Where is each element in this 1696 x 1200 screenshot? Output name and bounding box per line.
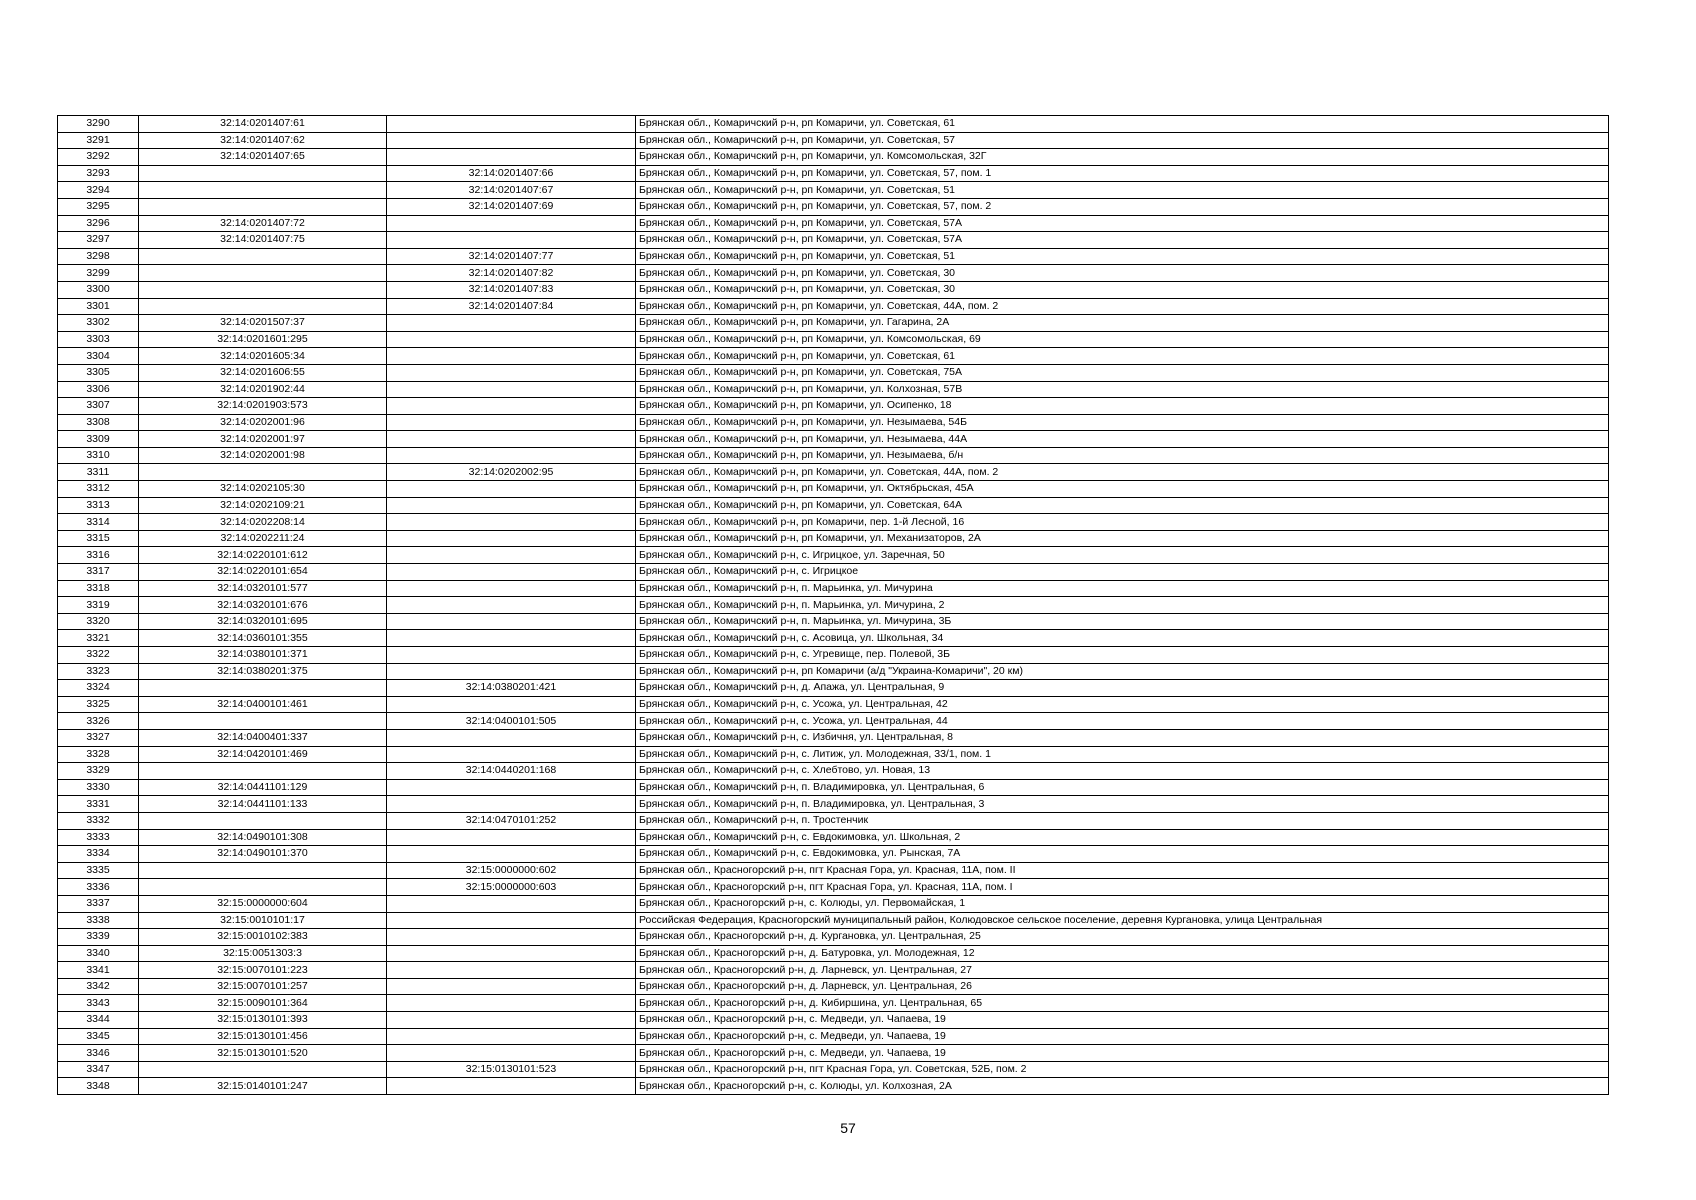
address-cell: Брянская обл., Комаричский р-н, с. Угревище, пер. Полевой, 3Б — [636, 647, 1609, 664]
cadastral-number-b-cell: 32:14:0201407:77 — [387, 248, 636, 265]
row-number-cell: 3296 — [58, 215, 139, 232]
table-row — [58, 912, 1609, 929]
cadastral-number-b-cell: 32:14:0201407:82 — [387, 265, 636, 282]
cadastral-number-a-cell: 32:14:0202001:97 — [139, 431, 387, 448]
table-row — [58, 779, 1609, 796]
cadastral-number-b-cell — [387, 348, 636, 365]
address-cell: Брянская обл., Комаричский р-н, рп Комаричи, ул. Комсомольская, 32Г — [636, 149, 1609, 166]
row-number-cell: 3301 — [58, 298, 139, 315]
row-number-cell: 3316 — [58, 547, 139, 564]
cadastral-number-a-cell — [139, 165, 387, 182]
table-row — [58, 116, 1609, 133]
page-number: 57 — [840, 1120, 856, 1136]
table-row — [58, 331, 1609, 348]
cadastral-number-a-cell: 32:14:0201407:65 — [139, 149, 387, 166]
cadastral-number-b-cell — [387, 1078, 636, 1095]
cadastral-number-a-cell — [139, 1061, 387, 1078]
table-row — [58, 248, 1609, 265]
cadastral-number-a-cell: 32:15:0130101:456 — [139, 1028, 387, 1045]
row-number-cell: 3297 — [58, 232, 139, 249]
cadastral-number-b-cell — [387, 497, 636, 514]
cadastral-number-b-cell — [387, 846, 636, 863]
table-row — [58, 862, 1609, 879]
cadastral-number-b-cell — [387, 597, 636, 614]
table-row — [58, 945, 1609, 962]
address-cell: Брянская обл., Комаричский р-н, рп Комаричи, ул. Незымаева, 44А — [636, 431, 1609, 448]
row-number-cell: 3292 — [58, 149, 139, 166]
table-row — [58, 481, 1609, 498]
table-row — [58, 298, 1609, 315]
cadastral-number-a-cell: 32:14:0202211:24 — [139, 530, 387, 547]
cadastral-number-b-cell: 32:14:0440201:168 — [387, 763, 636, 780]
cadastral-number-a-cell: 32:14:0201407:72 — [139, 215, 387, 232]
cadastral-number-b-cell — [387, 779, 636, 796]
cadastral-number-a-cell: 32:14:0360101:355 — [139, 630, 387, 647]
cadastral-number-a-cell: 32:14:0320101:577 — [139, 580, 387, 597]
cadastral-number-a-cell: 32:14:0201507:37 — [139, 315, 387, 332]
table-row — [58, 348, 1609, 365]
cadastral-number-b-cell: 32:14:0201407:66 — [387, 165, 636, 182]
cadastral-number-b-cell — [387, 414, 636, 431]
table-row — [58, 713, 1609, 730]
address-cell: Брянская обл., Комаричский р-н, с. Евдокимовка, ул. Школьная, 2 — [636, 829, 1609, 846]
table-row — [58, 514, 1609, 531]
cadastral-number-a-cell: 32:14:0201903:573 — [139, 398, 387, 415]
row-number-cell: 3298 — [58, 248, 139, 265]
cadastral-number-b-cell — [387, 962, 636, 979]
cadastral-number-a-cell: 32:15:0000000:604 — [139, 895, 387, 912]
row-number-cell: 3320 — [58, 613, 139, 630]
row-number-cell: 3317 — [58, 564, 139, 581]
cadastral-number-a-cell: 32:15:0130101:393 — [139, 1012, 387, 1029]
row-number-cell: 3340 — [58, 945, 139, 962]
row-number-cell: 3299 — [58, 265, 139, 282]
cadastral-number-a-cell: 32:15:0090101:364 — [139, 995, 387, 1012]
row-number-cell: 3313 — [58, 497, 139, 514]
cadastral-number-a-cell: 32:14:0202109:21 — [139, 497, 387, 514]
cadastral-number-b-cell: 32:14:0201407:67 — [387, 182, 636, 199]
cadastral-number-a-cell: 32:14:0400101:461 — [139, 696, 387, 713]
cadastral-number-a-cell — [139, 298, 387, 315]
table-row — [58, 978, 1609, 995]
table-row — [58, 414, 1609, 431]
address-cell: Брянская обл., Красногорский р-н, пгт Красная Гора, ул. Красная, 11А, пом. II — [636, 862, 1609, 879]
cadastral-number-a-cell: 32:14:0320101:676 — [139, 597, 387, 614]
cadastral-number-b-cell: 32:15:0000000:603 — [387, 879, 636, 896]
cadastral-number-b-cell — [387, 613, 636, 630]
address-cell: Брянская обл., Комаричский р-н, рп Комаричи, ул. Незымаева, б/н — [636, 447, 1609, 464]
cadastral-number-b-cell: 32:15:0000000:602 — [387, 862, 636, 879]
cadastral-number-a-cell — [139, 680, 387, 697]
address-cell: Брянская обл., Комаричский р-н, п. Марьинка, ул. Мичурина — [636, 580, 1609, 597]
row-number-cell: 3305 — [58, 364, 139, 381]
cadastral-number-b-cell — [387, 829, 636, 846]
address-cell: Брянская обл., Комаричский р-н, рп Комаричи, ул. Незымаева, 54Б — [636, 414, 1609, 431]
table-row — [58, 597, 1609, 614]
row-number-cell: 3308 — [58, 414, 139, 431]
row-number-cell: 3302 — [58, 315, 139, 332]
table-row — [58, 895, 1609, 912]
row-number-cell: 3325 — [58, 696, 139, 713]
cadastral-number-b-cell — [387, 132, 636, 149]
cadastral-number-b-cell — [387, 381, 636, 398]
address-cell: Брянская обл., Комаричский р-н, с. Усожа, ул. Центральная, 44 — [636, 713, 1609, 730]
cadastral-number-b-cell — [387, 729, 636, 746]
cadastral-number-a-cell: 32:14:0201606:55 — [139, 364, 387, 381]
address-cell: Брянская обл., Комаричский р-н, с. Евдокимовка, ул. Рынская, 7А — [636, 846, 1609, 863]
table-row — [58, 381, 1609, 398]
cadastral-number-b-cell — [387, 1012, 636, 1029]
address-cell: Брянская обл., Комаричский р-н, рп Комаричи, ул. Советская, 57, пом. 1 — [636, 165, 1609, 182]
row-number-cell: 3348 — [58, 1078, 139, 1095]
cadastral-number-a-cell: 32:14:0380101:371 — [139, 647, 387, 664]
row-number-cell: 3290 — [58, 116, 139, 133]
table-row — [58, 929, 1609, 946]
cadastral-number-b-cell — [387, 232, 636, 249]
table-row — [58, 182, 1609, 199]
cadastral-number-a-cell — [139, 862, 387, 879]
address-cell: Брянская обл., Комаричский р-н, рп Комаричи, ул. Советская, 57А — [636, 232, 1609, 249]
row-number-cell: 3336 — [58, 879, 139, 896]
table-row — [58, 1012, 1609, 1029]
address-cell: Брянская обл., Красногорский р-н, д. Кургановка, ул. Центральная, 25 — [636, 929, 1609, 946]
row-number-cell: 3307 — [58, 398, 139, 415]
table-row — [58, 132, 1609, 149]
address-cell: Брянская обл., Комаричский р-н, п. Владимировка, ул. Центральная, 6 — [636, 779, 1609, 796]
row-number-cell: 3342 — [58, 978, 139, 995]
address-cell: Брянская обл., Красногорский р-н, пгт Красная Гора, ул. Красная, 11А, пом. I — [636, 879, 1609, 896]
cadastral-number-a-cell — [139, 265, 387, 282]
cadastral-number-b-cell — [387, 580, 636, 597]
cadastral-number-a-cell — [139, 812, 387, 829]
cadastral-number-b-cell — [387, 530, 636, 547]
cadastral-number-a-cell: 32:14:0441101:133 — [139, 796, 387, 813]
table-row — [58, 879, 1609, 896]
cadastral-number-a-cell — [139, 713, 387, 730]
cadastral-number-b-cell — [387, 547, 636, 564]
address-cell: Брянская обл., Комаричский р-н, с. Игрицкое, ул. Заречная, 50 — [636, 547, 1609, 564]
row-number-cell: 3343 — [58, 995, 139, 1012]
table-row — [58, 647, 1609, 664]
cadastral-number-a-cell: 32:15:0070101:257 — [139, 978, 387, 995]
address-cell: Брянская обл., Красногорский р-н, с. Медведи, ул. Чапаева, 19 — [636, 1012, 1609, 1029]
table-row — [58, 447, 1609, 464]
address-cell: Брянская обл., Комаричский р-н, рп Комаричи, пер. 1-й Лесной, 16 — [636, 514, 1609, 531]
address-cell: Российская Федерация, Красногорский муниципальный район, Колюдовское сельское поселение, деревня Кургановка, улица Центральная — [636, 912, 1609, 929]
cadastral-number-b-cell — [387, 929, 636, 946]
table-row — [58, 464, 1609, 481]
cadastral-number-b-cell — [387, 364, 636, 381]
row-number-cell: 3327 — [58, 729, 139, 746]
address-cell: Брянская обл., Комаричский р-н, рп Комаричи, ул. Советская, 64А — [636, 497, 1609, 514]
address-cell: Брянская обл., Комаричский р-н, п. Тростенчик — [636, 812, 1609, 829]
row-number-cell: 3346 — [58, 1045, 139, 1062]
cadastral-number-b-cell: 32:14:0202002:95 — [387, 464, 636, 481]
row-number-cell: 3293 — [58, 165, 139, 182]
table-row — [58, 497, 1609, 514]
address-cell: Брянская обл., Комаричский р-н, рп Комаричи, ул. Колхозная, 57В — [636, 381, 1609, 398]
row-number-cell: 3321 — [58, 630, 139, 647]
address-cell: Брянская обл., Комаричский р-н, рп Комаричи, ул. Советская, 61 — [636, 116, 1609, 133]
cadastral-number-a-cell: 32:14:0202208:14 — [139, 514, 387, 531]
address-cell: Брянская обл., Комаричский р-н, п. Владимировка, ул. Центральная, 3 — [636, 796, 1609, 813]
cadastral-number-a-cell: 32:14:0220101:654 — [139, 564, 387, 581]
cadastral-number-b-cell: 32:15:0130101:523 — [387, 1061, 636, 1078]
table-row — [58, 962, 1609, 979]
table-row — [58, 630, 1609, 647]
row-number-cell: 3318 — [58, 580, 139, 597]
cadastral-number-a-cell — [139, 879, 387, 896]
row-number-cell: 3338 — [58, 912, 139, 929]
row-number-cell: 3295 — [58, 198, 139, 215]
table-row — [58, 746, 1609, 763]
row-number-cell: 3339 — [58, 929, 139, 946]
cadastral-number-a-cell: 32:14:0201902:44 — [139, 381, 387, 398]
address-cell: Брянская обл., Красногорский р-н, с. Колюды, ул. Первомайская, 1 — [636, 895, 1609, 912]
address-cell: Брянская обл., Комаричский р-н, рп Комаричи, ул. Советская, 30 — [636, 281, 1609, 298]
row-number-cell: 3331 — [58, 796, 139, 813]
cadastral-number-b-cell — [387, 647, 636, 664]
cadastral-number-a-cell: 32:15:0010101:17 — [139, 912, 387, 929]
cadastral-number-b-cell — [387, 398, 636, 415]
address-cell: Брянская обл., Комаричский р-н, рп Комаричи, ул. Советская, 61 — [636, 348, 1609, 365]
row-number-cell: 3303 — [58, 331, 139, 348]
cadastral-number-a-cell: 32:15:0130101:520 — [139, 1045, 387, 1062]
row-number-cell: 3300 — [58, 281, 139, 298]
row-number-cell: 3330 — [58, 779, 139, 796]
cadastral-number-a-cell — [139, 281, 387, 298]
table-row — [58, 763, 1609, 780]
address-cell: Брянская обл., Комаричский р-н, с. Игрицкое — [636, 564, 1609, 581]
address-cell: Брянская обл., Комаричский р-н, д. Апажа, ул. Центральная, 9 — [636, 680, 1609, 697]
address-cell: Брянская обл., Комаричский р-н, с. Асовица, ул. Школьная, 34 — [636, 630, 1609, 647]
row-number-cell: 3319 — [58, 597, 139, 614]
cadastral-number-b-cell — [387, 116, 636, 133]
address-cell: Брянская обл., Комаричский р-н, с. Избичня, ул. Центральная, 8 — [636, 729, 1609, 746]
cadastral-number-b-cell — [387, 315, 636, 332]
cadastral-number-a-cell: 32:14:0201605:34 — [139, 348, 387, 365]
cadastral-number-a-cell: 32:14:0201407:61 — [139, 116, 387, 133]
address-cell: Брянская обл., Комаричский р-н, рп Комаричи, ул. Механизаторов, 2А — [636, 530, 1609, 547]
table-row — [58, 398, 1609, 415]
cadastral-number-a-cell: 32:15:0070101:223 — [139, 962, 387, 979]
cadastral-number-a-cell: 32:14:0490101:308 — [139, 829, 387, 846]
cadastral-number-b-cell — [387, 912, 636, 929]
address-cell: Брянская обл., Красногорский р-н, с. Медведи, ул. Чапаева, 19 — [636, 1028, 1609, 1045]
cadastral-number-b-cell — [387, 796, 636, 813]
address-cell: Брянская обл., Красногорский р-н, с. Медведи, ул. Чапаева, 19 — [636, 1045, 1609, 1062]
row-number-cell: 3332 — [58, 812, 139, 829]
address-cell: Брянская обл., Комаричский р-н, рп Комаричи, ул. Советская, 57 — [636, 132, 1609, 149]
cadastral-number-b-cell — [387, 1045, 636, 1062]
table-row — [58, 547, 1609, 564]
row-number-cell: 3310 — [58, 447, 139, 464]
table-row — [58, 198, 1609, 215]
address-cell: Брянская обл., Комаричский р-н, рп Комаричи, ул. Советская, 51 — [636, 248, 1609, 265]
cadastral-number-b-cell — [387, 564, 636, 581]
cadastral-number-b-cell: 32:14:0400101:505 — [387, 713, 636, 730]
address-cell: Брянская обл., Красногорский р-н, д. Ларневск, ул. Центральная, 26 — [636, 978, 1609, 995]
cadastral-number-a-cell: 32:15:0140101:247 — [139, 1078, 387, 1095]
registry-table — [57, 115, 1609, 1095]
table-body — [58, 116, 1609, 1095]
table-row — [58, 580, 1609, 597]
row-number-cell: 3312 — [58, 481, 139, 498]
address-cell: Брянская обл., Красногорский р-н, д. Батуровка, ул. Молодежная, 12 — [636, 945, 1609, 962]
address-cell: Брянская обл., Комаричский р-н, рп Комаричи, ул. Советская, 44А, пом. 2 — [636, 298, 1609, 315]
row-number-cell: 3334 — [58, 846, 139, 863]
address-cell: Брянская обл., Красногорский р-н, д. Кибиршина, ул. Центральная, 65 — [636, 995, 1609, 1012]
cadastral-number-a-cell: 32:14:0201601:295 — [139, 331, 387, 348]
address-cell: Брянская обл., Комаричский р-н, с. Усожа, ул. Центральная, 42 — [636, 696, 1609, 713]
cadastral-number-a-cell — [139, 763, 387, 780]
cadastral-number-b-cell — [387, 431, 636, 448]
cadastral-number-b-cell — [387, 514, 636, 531]
table-row — [58, 729, 1609, 746]
table-row — [58, 1061, 1609, 1078]
cadastral-number-a-cell — [139, 182, 387, 199]
row-number-cell: 3347 — [58, 1061, 139, 1078]
row-number-cell: 3333 — [58, 829, 139, 846]
address-cell: Брянская обл., Комаричский р-н, рп Комаричи, ул. Советская, 30 — [636, 265, 1609, 282]
cadastral-number-b-cell: 32:14:0201407:69 — [387, 198, 636, 215]
address-cell: Брянская обл., Комаричский р-н, рп Комаричи, ул. Осипенко, 18 — [636, 398, 1609, 415]
cadastral-number-b-cell — [387, 895, 636, 912]
address-cell: Брянская обл., Красногорский р-н, пгт Красная Гора, ул. Советская, 52Б, пом. 2 — [636, 1061, 1609, 1078]
table-row — [58, 564, 1609, 581]
table-row — [58, 846, 1609, 863]
address-cell: Брянская обл., Комаричский р-н, рп Комаричи, ул. Гагарина, 2А — [636, 315, 1609, 332]
address-cell: Брянская обл., Комаричский р-н, рп Комаричи, ул. Советская, 57А — [636, 215, 1609, 232]
cadastral-number-a-cell — [139, 248, 387, 265]
row-number-cell: 3344 — [58, 1012, 139, 1029]
address-cell: Брянская обл., Красногорский р-н, д. Ларневск, ул. Центральная, 27 — [636, 962, 1609, 979]
address-cell: Брянская обл., Комаричский р-н, рп Комаричи, ул. Советская, 57, пом. 2 — [636, 198, 1609, 215]
cadastral-number-b-cell: 32:14:0201407:83 — [387, 281, 636, 298]
row-number-cell: 3291 — [58, 132, 139, 149]
cadastral-number-b-cell — [387, 978, 636, 995]
table-row — [58, 364, 1609, 381]
table-row — [58, 149, 1609, 166]
cadastral-number-a-cell: 32:14:0201407:62 — [139, 132, 387, 149]
cadastral-number-b-cell — [387, 1028, 636, 1045]
cadastral-number-b-cell — [387, 746, 636, 763]
cadastral-number-a-cell: 32:14:0420101:469 — [139, 746, 387, 763]
cadastral-number-a-cell: 32:14:0380201:375 — [139, 663, 387, 680]
address-cell: Брянская обл., Комаричский р-н, с. Хлебтово, ул. Новая, 13 — [636, 763, 1609, 780]
cadastral-number-b-cell: 32:14:0380201:421 — [387, 680, 636, 697]
cadastral-number-b-cell — [387, 149, 636, 166]
address-cell: Брянская обл., Комаричский р-н, с. Литиж, ул. Молодежная, 33/1, пом. 1 — [636, 746, 1609, 763]
row-number-cell: 3337 — [58, 895, 139, 912]
address-cell: Брянская обл., Комаричский р-н, рп Комаричи, ул. Советская, 44А, пом. 2 — [636, 464, 1609, 481]
table-row — [58, 431, 1609, 448]
address-cell: Брянская обл., Комаричский р-н, рп Комаричи, ул. Советская, 51 — [636, 182, 1609, 199]
address-cell: Брянская обл., Красногорский р-н, с. Колюды, ул. Колхозная, 2А — [636, 1078, 1609, 1095]
address-cell: Брянская обл., Комаричский р-н, рп Комаричи (а/д "Украина-Комаричи", 20 км) — [636, 663, 1609, 680]
row-number-cell: 3324 — [58, 680, 139, 697]
cadastral-number-a-cell: 32:14:0441101:129 — [139, 779, 387, 796]
cadastral-number-a-cell: 32:14:0320101:695 — [139, 613, 387, 630]
cadastral-number-a-cell: 32:14:0202001:96 — [139, 414, 387, 431]
cadastral-number-a-cell: 32:14:0220101:612 — [139, 547, 387, 564]
row-number-cell: 3315 — [58, 530, 139, 547]
table-row — [58, 1078, 1609, 1095]
row-number-cell: 3306 — [58, 381, 139, 398]
cadastral-number-a-cell: 32:14:0202001:98 — [139, 447, 387, 464]
address-cell: Брянская обл., Комаричский р-н, рп Комаричи, ул. Комсомольская, 69 — [636, 331, 1609, 348]
table-row — [58, 165, 1609, 182]
cadastral-number-b-cell — [387, 447, 636, 464]
cadastral-number-b-cell — [387, 481, 636, 498]
table-row — [58, 281, 1609, 298]
address-cell: Брянская обл., Комаричский р-н, п. Марьинка, ул. Мичурина, 2 — [636, 597, 1609, 614]
row-number-cell: 3335 — [58, 862, 139, 879]
table-row — [58, 995, 1609, 1012]
table-row — [58, 829, 1609, 846]
cadastral-number-a-cell: 32:14:0490101:370 — [139, 846, 387, 863]
cadastral-number-a-cell: 32:15:0010102:383 — [139, 929, 387, 946]
address-cell: Брянская обл., Комаричский р-н, п. Марьинка, ул. Мичурина, 3Б — [636, 613, 1609, 630]
cadastral-number-b-cell — [387, 630, 636, 647]
address-cell: Брянская обл., Комаричский р-н, рп Комаричи, ул. Октябрьская, 45А — [636, 481, 1609, 498]
row-number-cell: 3314 — [58, 514, 139, 531]
cadastral-number-b-cell — [387, 945, 636, 962]
cadastral-number-b-cell: 32:14:0201407:84 — [387, 298, 636, 315]
cadastral-number-b-cell — [387, 995, 636, 1012]
table-row — [58, 1028, 1609, 1045]
row-number-cell: 3322 — [58, 647, 139, 664]
row-number-cell: 3309 — [58, 431, 139, 448]
table-row — [58, 812, 1609, 829]
cadastral-number-b-cell — [387, 331, 636, 348]
row-number-cell: 3304 — [58, 348, 139, 365]
row-number-cell: 3311 — [58, 464, 139, 481]
table-row — [58, 796, 1609, 813]
row-number-cell: 3328 — [58, 746, 139, 763]
cadastral-number-a-cell: 32:15:0051303:3 — [139, 945, 387, 962]
row-number-cell: 3294 — [58, 182, 139, 199]
table-row — [58, 1045, 1609, 1062]
cadastral-number-a-cell: 32:14:0202105:30 — [139, 481, 387, 498]
table-row — [58, 315, 1609, 332]
table-row — [58, 680, 1609, 697]
table-row — [58, 232, 1609, 249]
cadastral-number-b-cell: 32:14:0470101:252 — [387, 812, 636, 829]
table-row — [58, 663, 1609, 680]
row-number-cell: 3326 — [58, 713, 139, 730]
cadastral-number-a-cell — [139, 198, 387, 215]
row-number-cell: 3329 — [58, 763, 139, 780]
cadastral-number-a-cell: 32:14:0201407:75 — [139, 232, 387, 249]
table-row — [58, 613, 1609, 630]
table-row — [58, 696, 1609, 713]
row-number-cell: 3345 — [58, 1028, 139, 1045]
cadastral-number-b-cell — [387, 215, 636, 232]
table-row — [58, 530, 1609, 547]
cadastral-number-b-cell — [387, 696, 636, 713]
address-cell: Брянская обл., Комаричский р-н, рп Комаричи, ул. Советская, 75А — [636, 364, 1609, 381]
cadastral-number-a-cell — [139, 464, 387, 481]
row-number-cell: 3323 — [58, 663, 139, 680]
table-row — [58, 215, 1609, 232]
table-row — [58, 265, 1609, 282]
row-number-cell: 3341 — [58, 962, 139, 979]
cadastral-number-b-cell — [387, 663, 636, 680]
cadastral-number-a-cell: 32:14:0400401:337 — [139, 729, 387, 746]
